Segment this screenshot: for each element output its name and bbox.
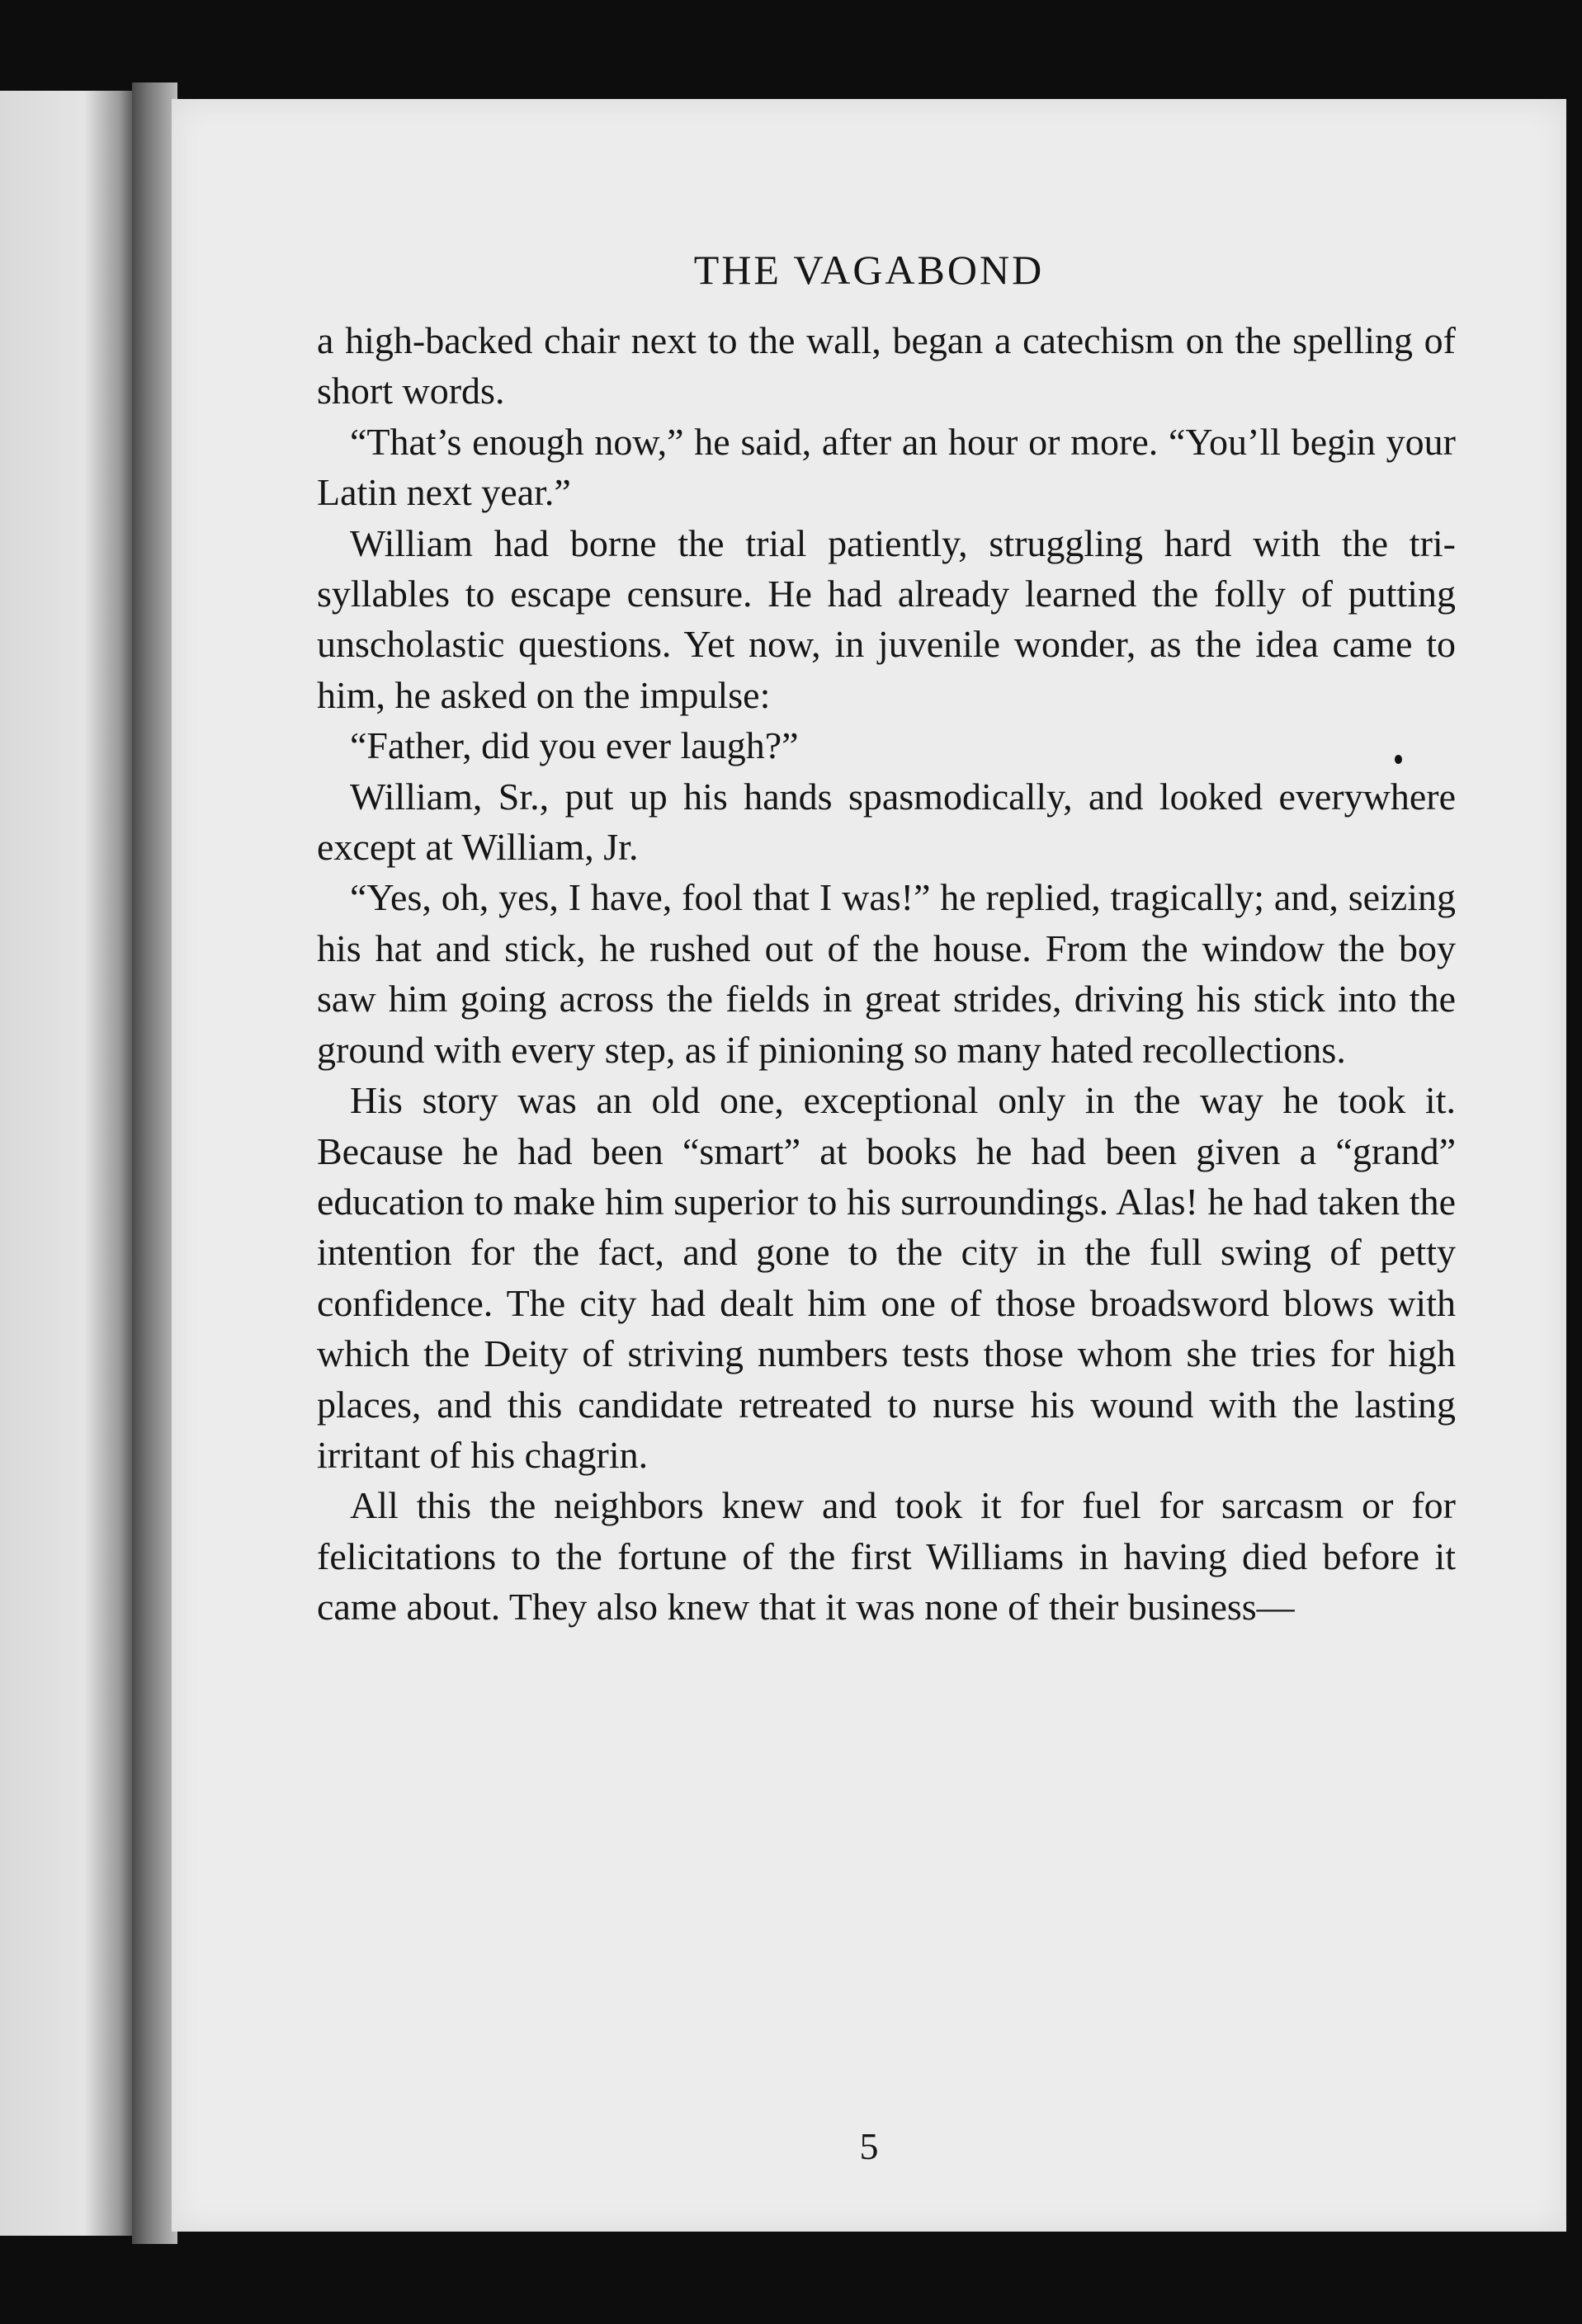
- paragraph-4: “Father, did you ever laugh?”: [350, 724, 799, 767]
- paragraph-6: “Yes, oh, yes, I have, fool that I was!” he replied, tragically; and, seizing his hat and stick, he rushed out of the house. From the window the boy saw him going across the fields in great strides, driving his stick into the ground with every step, as if pinioning so many hated recollections.: [317, 876, 1456, 1071]
- book-gutter: [132, 82, 177, 2244]
- paragraph-3: William had borne the trial patiently, struggling hard with the tri-syllables to escape censure. He had already learned the folly of putting unscholastic questions. Yet now, in juvenile wonder, as the idea came to him, he asked on the impulse:: [317, 521, 1456, 716]
- paragraph-5: William, Sr., put up his hands spasmodically, and looked everywhere except at William, Jr.: [317, 775, 1456, 869]
- running-header: THE VAGABOND: [693, 247, 1045, 293]
- scan-speck: [1395, 755, 1402, 764]
- paragraph-2: “That’s enough now,” he said, after an hour or more. “You’ll begin your Latin next year.”: [317, 420, 1456, 514]
- paragraph-8: All this the neighbors knew and took it for fuel for sarcasm or for felicitations to the fortune of the first Williams in having died before it came about. They also knew that it was none of their business—: [317, 1484, 1456, 1629]
- facing-page-edge: [0, 91, 140, 2236]
- book-page: [172, 99, 1566, 2232]
- page-number: 5: [859, 2125, 879, 2167]
- paragraph-7: His story was an old one, exceptional only in the way he took it. Because he had been “smart” at books he had been given a “grand” education to make him superior to his surroundings. Alas! he had taken the intention for the fact, and gone to the city in the full swing of petty confidence. The city had dealt him one of those broadsword blows with which the Deity of striving numbers tests those whom she tries for high places, and this candidate retreated to nurse his wound with the lasting irritant of his chagrin.: [317, 1079, 1456, 1476]
- paragraph-1: a high-backed chair next to the wall, began a catechism on the spelling of short words.: [317, 319, 1456, 412]
- body-text: [317, 315, 1456, 1633]
